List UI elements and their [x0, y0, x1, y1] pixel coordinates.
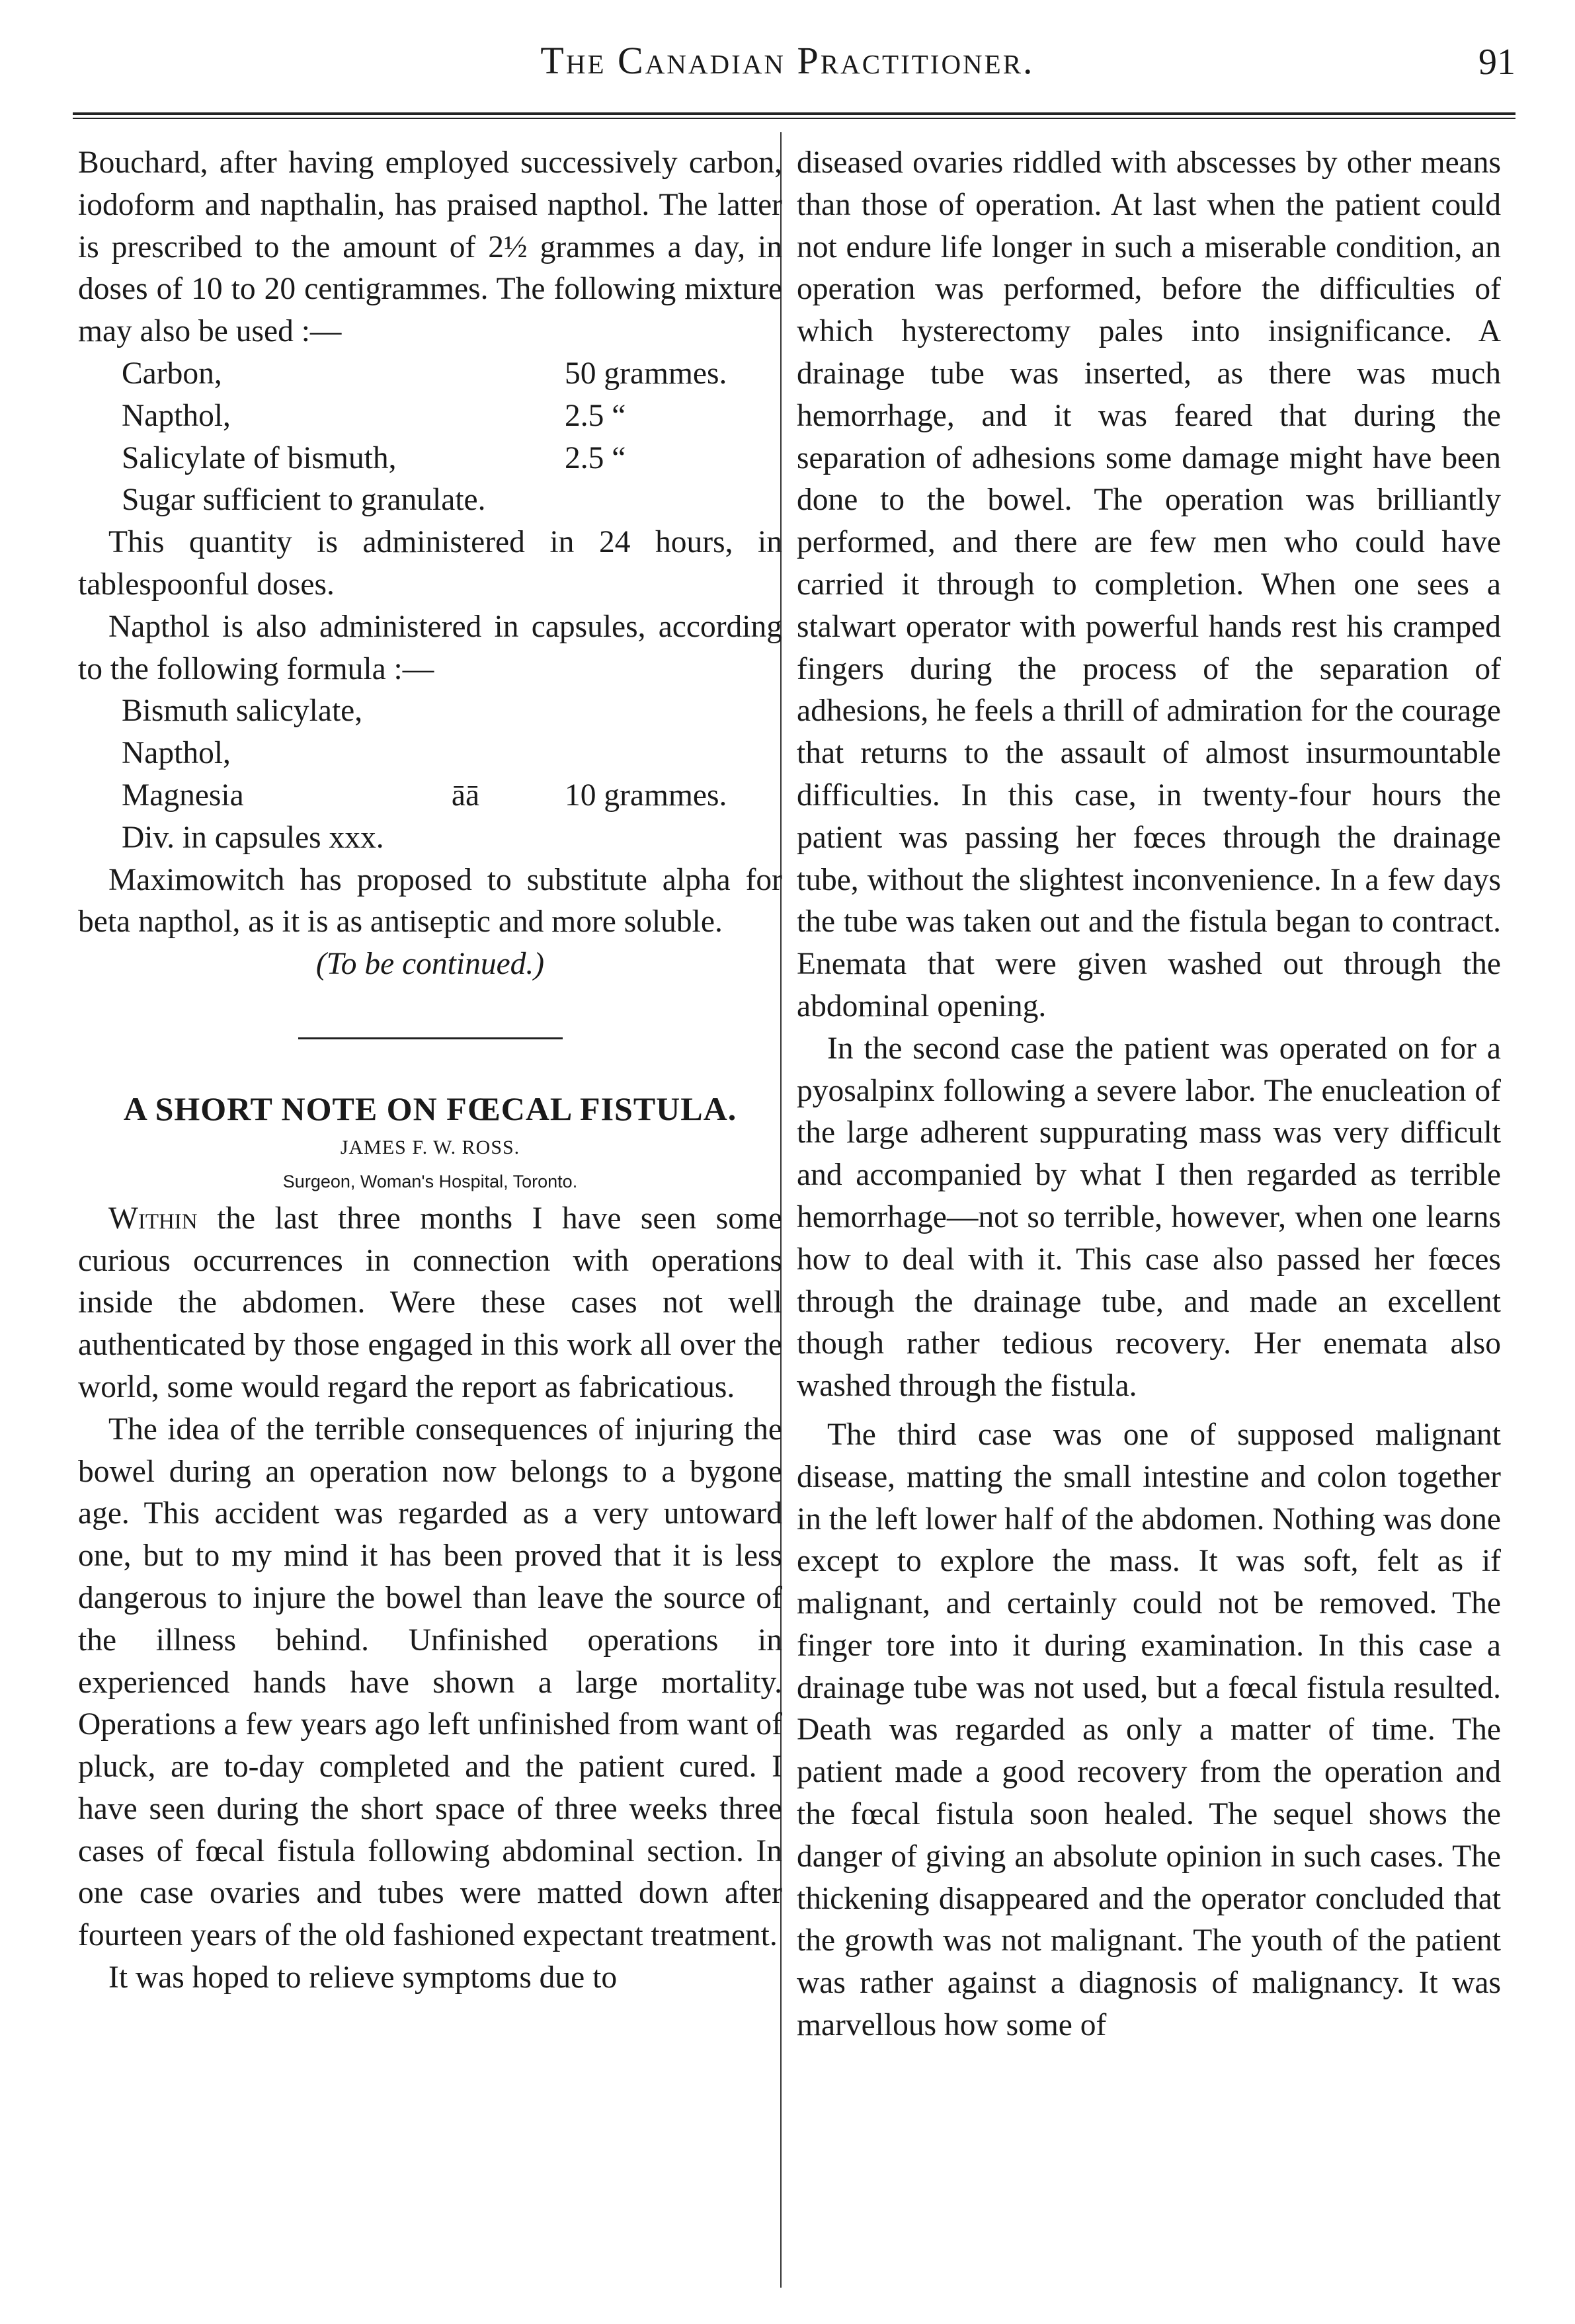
header-rule — [73, 112, 1515, 119]
amount: 10 grammes. — [565, 778, 727, 813]
ingredient: Sugar sufficient to granulate. — [122, 483, 486, 518]
capsule-formula — [122, 690, 782, 859]
paragraph: In the second case the patient was operated on for a pyosalpinx following a severe labor. The enucleation of the large adherent suppurating mass was very difficult and accompanied by what I then regarded as terrible hemorrhage—not so terrible, however, when one learns how to deal with it. This case also passed her fœces through the drainage tube, and made an excellent though rather tedious recovery. Her enemata also washed through the fistula. — [797, 1031, 1501, 1404]
article-title: A SHORT NOTE ON FŒCAL FISTULA. — [123, 1090, 737, 1127]
ingredient: Bismuth salicylate, — [122, 694, 363, 729]
paragraph: It was hoped to relieve symptoms due to — [108, 1960, 618, 1995]
ingredient: Napthol, — [122, 398, 231, 433]
left-column — [78, 142, 782, 1999]
mixture-formula — [122, 353, 782, 522]
ingredient: Div. in capsules xxx. — [122, 820, 384, 855]
formula-row — [122, 775, 782, 817]
author-affiliation: Surgeon, Woman's Hospital, Toronto. — [282, 1171, 578, 1191]
formula-row — [122, 479, 782, 522]
section-rule — [298, 1037, 563, 1039]
formula-row — [122, 395, 782, 438]
paragraph: The idea of the terrible consequences of injuring the bowel during an operation now belongs to a bygone age. This accident was regarded as a very untoward one, but to my mind it has been proved that it is less dangerous to injure the bowel than leave the source of the illness behind. Unfinished operations in experienced hands have shown a large mortality. Operations a few years ago left unfinished from want of pluck, are to-day completed and the patient cured. I have seen during the short space of three weeks three cases of fœcal fistula following abdominal section. In one case ovaries and tubes were matted down after fourteen years of the old fashioned expectant treatment. — [78, 1412, 782, 1953]
paragraph: Maximowitch has proposed to substitute alpha for beta napthol, as it is as antiseptic and more soluble. — [78, 862, 782, 940]
paragraph: This quantity is administered in 24 hours, in tablespoonful doses. — [78, 525, 782, 602]
amount: 2.5 “ — [565, 440, 626, 475]
formula-row — [122, 438, 782, 480]
paragraph: diseased ovaries riddled with abscesses by other means than those of operation. At last when the patient could not endure life longer in such a miserable condition, an operation was performed, before the difficulties of which hysterectomy pales into insignificance. A drainage tube was inserted, as there was much hemorrhage, and it was feared that during the separation of adhesions some damage might have been done to the bowel. The operation was brilliantly performed, and there are few men who could have carried it through to completion. When one sees a stalwart operator with powerful hands rest his cramped fingers during the process of the separation of adhesions, he feels a thrill of admiration for the courage that returns to the assault of almost insurmountable difficulties. In this case, in twenty-four hours the patient was passing her fœces through the drainage tube, without the slightest inconvenience. In a few days the tube was taken out and the fistula began to contract. Enemata that were given washed out through the abdominal opening. — [797, 145, 1501, 1023]
right-column — [797, 142, 1501, 2047]
page-number: 91 — [1478, 42, 1515, 83]
formula-row — [122, 817, 782, 860]
amount: 2.5 “ — [565, 398, 626, 433]
formula-row — [122, 690, 782, 733]
ana-mark: āā — [451, 778, 480, 813]
formula-row — [122, 353, 782, 395]
ingredient: Napthol, — [122, 736, 231, 771]
continued-note: (To be continued.) — [315, 947, 545, 982]
paragraph: Napthol is also administered in capsules, according to the following formula :— — [78, 609, 782, 686]
ingredient: Magnesia — [122, 778, 244, 813]
paragraph: The third case was one of supposed malignant disease, matting the small intestine and colon together in the left lower half of the abdomen. Nothing was done except to explore the mass. It was soft, felt as if malignant, and certainly could not be removed. The finger tore into it during examination. In this case a drainage tube was not used, but a fœcal fistula resulted. Death was regarded as only a matter of time. The patient made a good recovery from the operation and the fœcal fistula soon healed. The sequel shows the danger of giving an absolute opinion in such cases. The thickening disappeared and the operator concluded that the growth was not malignant. The youth of the patient was rather against a diagnosis of malignancy. It was marvellous how some of — [797, 1417, 1501, 2043]
paragraph — [78, 1198, 782, 1409]
author: JAMES F. W. ROSS. — [340, 1136, 520, 1158]
amount: 50 grammes. — [565, 356, 727, 391]
ingredient: Salicylate of bismuth, — [122, 440, 397, 475]
page-header — [0, 26, 1575, 99]
paragraph-text: the last three months I have seen some curious occurrences in connection with operations inside the abdomen. Were these cases not well authenticated by those engaged in this work all over the world, some would regard the report as fabricatious. — [78, 1201, 782, 1404]
lead-word: Within — [108, 1201, 198, 1236]
running-title: The Canadian Practitioner. — [540, 39, 1035, 82]
paragraph: Bouchard, after having employed successively carbon, iodoform and napthalin, has praised napthol. The latter is prescribed to the amount of 2½ grammes a day, in doses of 10 to 20 centigrammes. The following mixture may also be used :— — [78, 145, 782, 349]
ingredient: Carbon, — [122, 356, 222, 391]
formula-row — [122, 733, 782, 775]
